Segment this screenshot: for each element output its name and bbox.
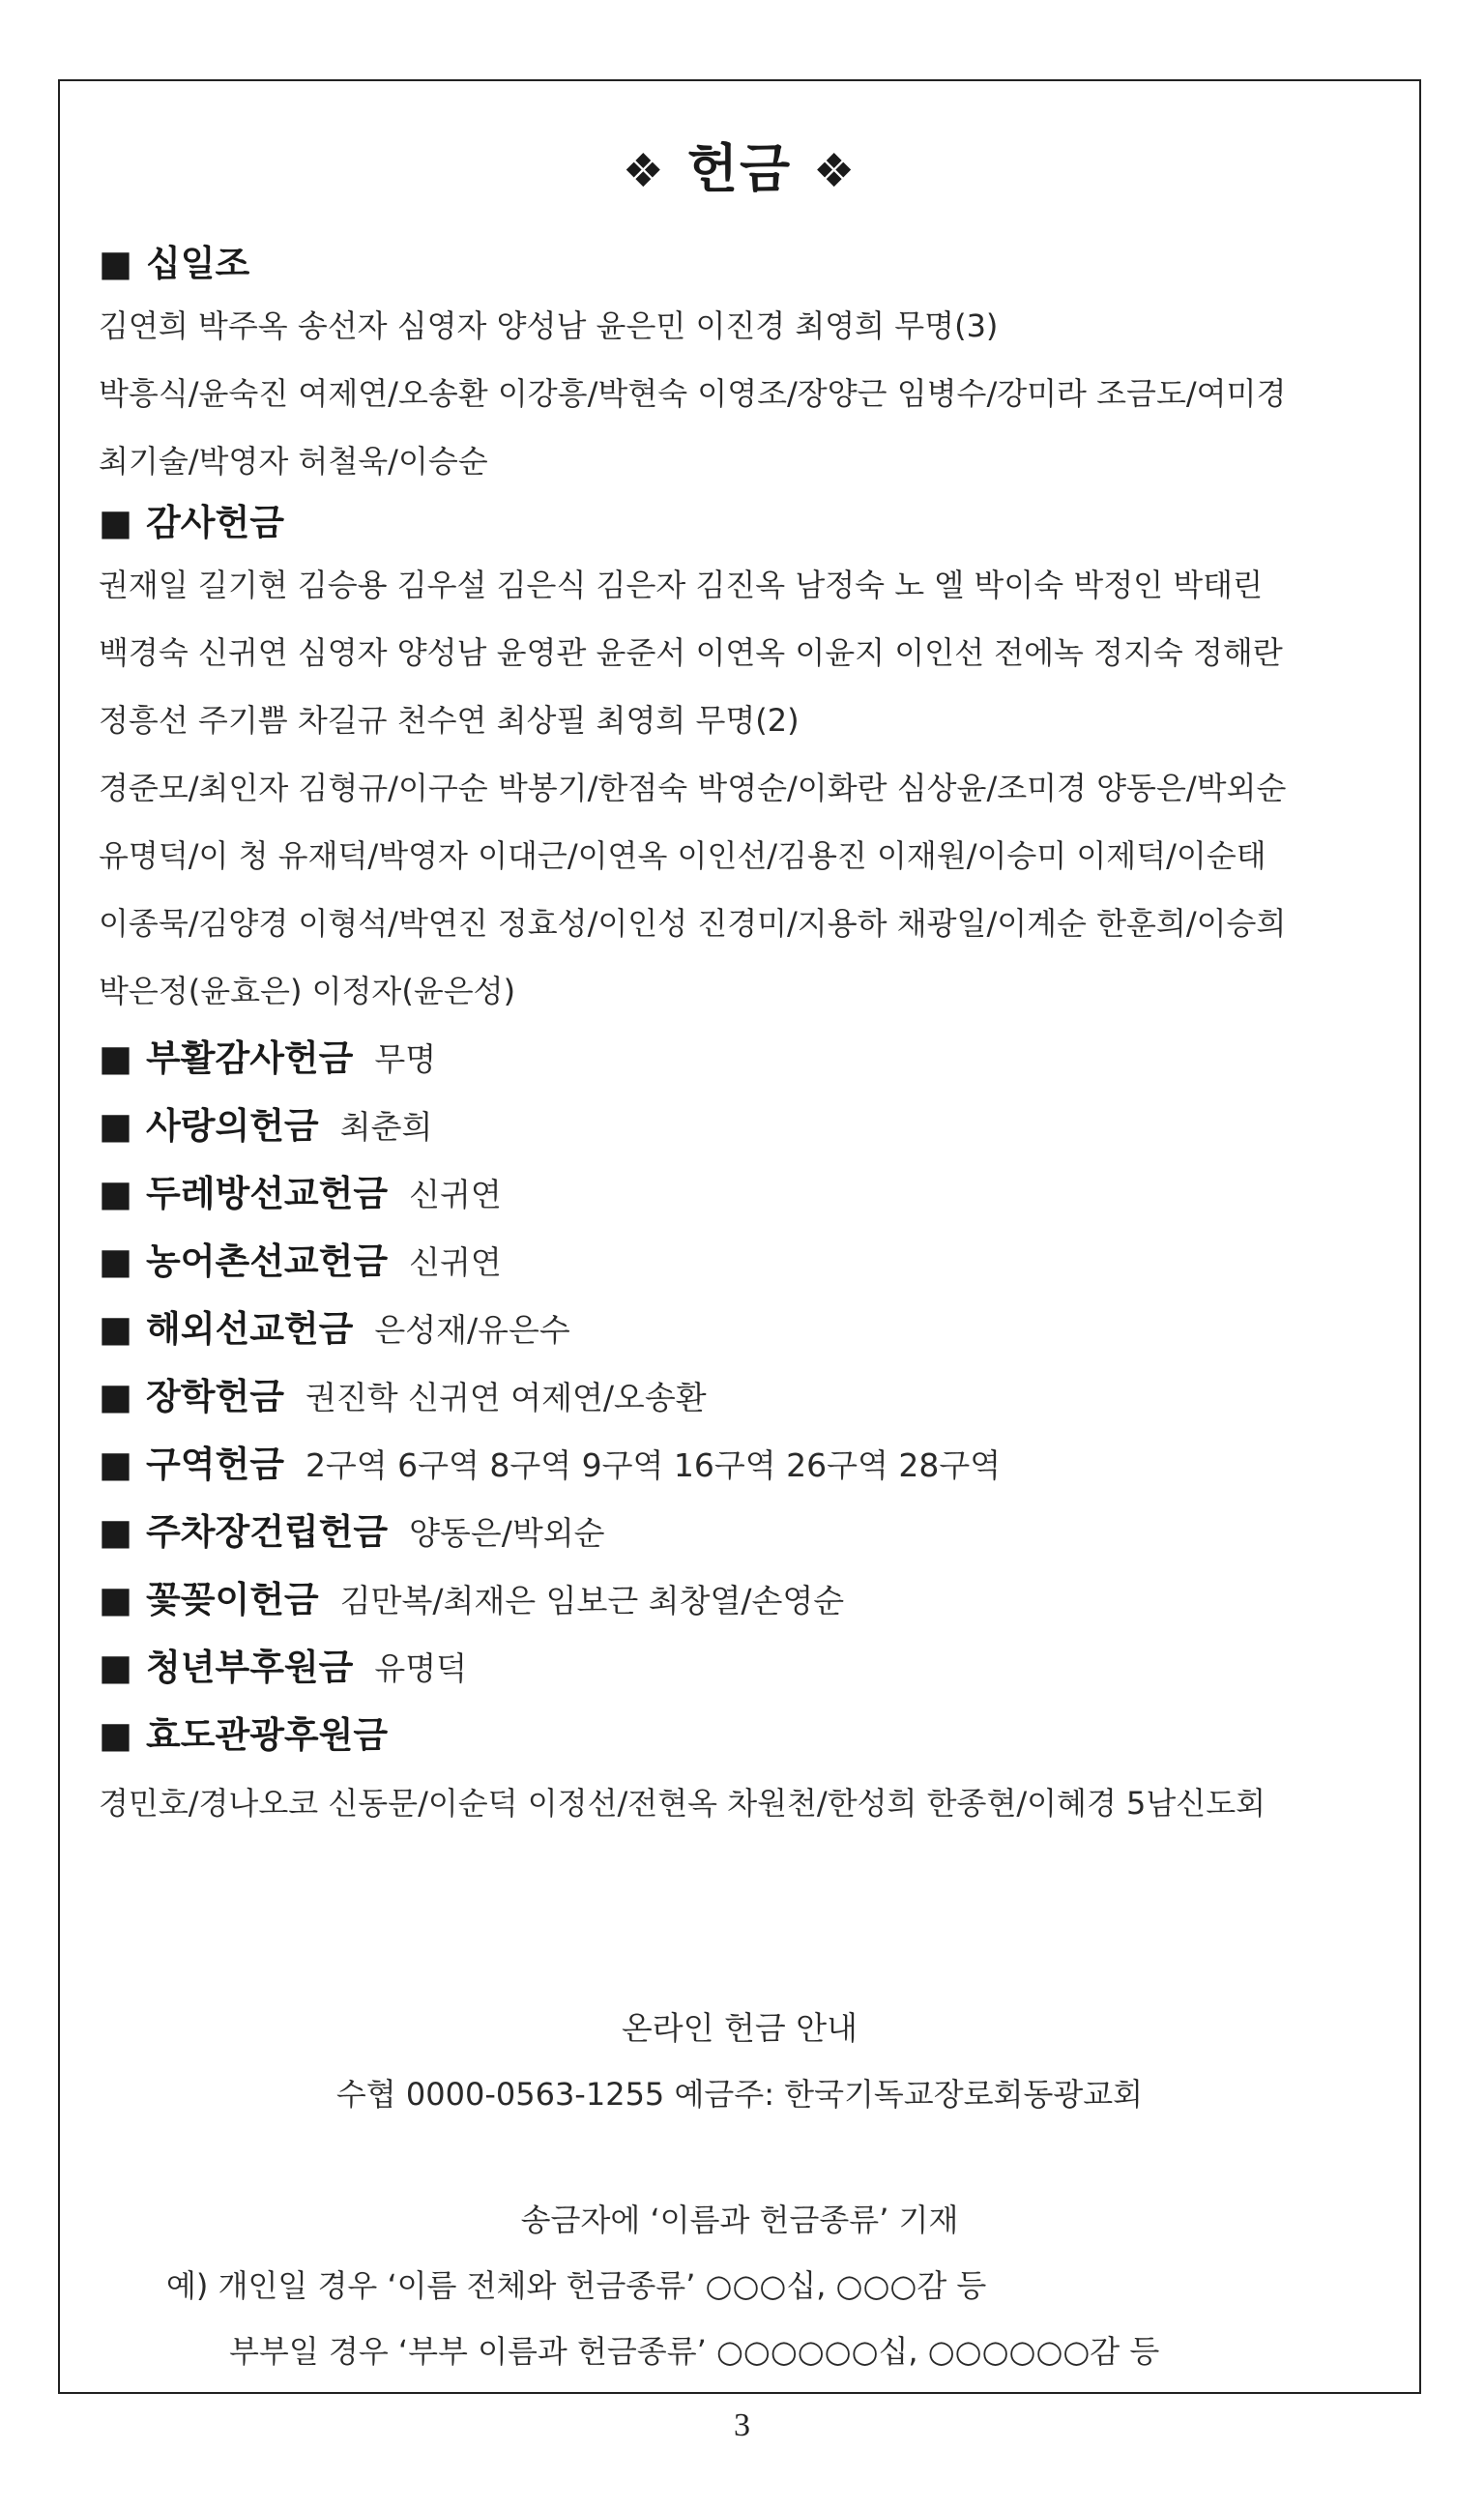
section-heading-youth: ■ 청년부후원금 유명덕	[99, 1647, 468, 1688]
section-heading-overseas: ■ 해외선교헌금 은성재/유은수	[99, 1308, 570, 1350]
donor-names: 유명덕	[374, 1649, 468, 1687]
donor-names: 김만복/최재은 임보근 최창열/손영순	[339, 1582, 845, 1619]
name-line: 이종묵/김양경 이형석/박연진 정효성/이인성 진경미/지용하 채광일/이계순 한훈희/이승희	[99, 905, 1287, 942]
title-text: 헌금	[686, 138, 793, 199]
donor-names: 은성재/유은수	[374, 1311, 570, 1349]
name-line: 박흥식/윤숙진 여제연/오송환 이강흥/박현숙 이영조/장양근 임병수/강미라 조금도/여미경	[99, 375, 1287, 412]
name-line: 경준모/최인자 김형규/이구순 박봉기/한점숙 박영순/이화란 심상윤/조미경 양동은/박외순	[99, 770, 1287, 806]
name-line: 정흥선 주기쁨 차길규 천수연 최상필 최영희 무명(2)	[99, 702, 800, 739]
section-heading-rural: ■ 농어촌선교헌금 신귀연	[99, 1240, 502, 1282]
diamond-ornament-icon: ❖	[622, 144, 666, 198]
square-bullet-icon: ■	[99, 1173, 132, 1214]
section-heading-love: ■ 사랑의헌금 최춘희	[99, 1105, 433, 1147]
square-bullet-icon: ■	[99, 243, 132, 284]
section-heading-thanks: ■ 감사헌금	[99, 502, 284, 543]
offering-panel	[58, 79, 1421, 2394]
square-bullet-icon: ■	[99, 1105, 132, 1147]
square-bullet-icon: ■	[99, 1240, 132, 1282]
section-heading-parking: ■ 주차장건립헌금 양동은/박외순	[99, 1511, 605, 1553]
section-heading-dure: ■ 두레방선교헌금 신귀연	[99, 1173, 502, 1214]
section-heading-easter: ■ 부활감사헌금 무명	[99, 1037, 437, 1079]
donor-names: 무명	[374, 1040, 437, 1078]
donor-names: 2구역 6구역 8구역 9구역 16구역 26구역 28구역	[305, 1446, 1002, 1484]
square-bullet-icon: ■	[99, 1647, 132, 1688]
name-line: 김연희 박주옥 송선자 심영자 양성남 윤은민 이진경 최영희 무명(3)	[99, 307, 999, 344]
donor-names: 신귀연	[409, 1243, 502, 1281]
square-bullet-icon: ■	[99, 1511, 132, 1553]
square-bullet-icon: ■	[99, 1037, 132, 1079]
example-individual: 예) 개인일 경우 ‘이름 전체와 헌금종류’ ○○○십, ○○○감 등	[166, 2267, 987, 2304]
page-title	[60, 128, 1419, 202]
online-title: 온라인 헌금 안내	[621, 2009, 858, 2047]
square-bullet-icon: ■	[99, 1376, 132, 1417]
transfer-instruction: 송금자에 ‘이름과 헌금종류’ 기재	[520, 2202, 959, 2238]
name-line: 최기술/박영자 허철욱/이승순	[99, 443, 488, 480]
square-bullet-icon: ■	[99, 1308, 132, 1350]
square-bullet-icon: ■	[99, 1714, 132, 1756]
donor-names: 권진학 신귀연 여제연/오송환	[305, 1379, 707, 1416]
square-bullet-icon: ■	[99, 1444, 132, 1485]
donor-names: 양동은/박외순	[409, 1514, 605, 1552]
name-line: 권재일 길기현 김승용 김우설 김은식 김은자 김진옥 남정숙 노 엘 박이숙 박정인 박태린	[99, 567, 1263, 603]
donor-names: 신귀연	[409, 1176, 502, 1213]
section-heading-hyodo: ■ 효도관광후원금	[99, 1714, 389, 1756]
online-offering-info	[60, 1996, 1419, 2384]
section-heading-scholarship: ■ 장학헌금 권진학 신귀연 여제연/오송환	[99, 1376, 707, 1417]
name-line: 유명덕/이 청 유재덕/박영자 이대근/이연옥 이인선/김용진 이재원/이승미 이제덕/이순태	[99, 837, 1266, 874]
section-heading-district: ■ 구역헌금 2구역 6구역 8구역 9구역 16구역 26구역 28구역	[99, 1444, 1002, 1485]
section-heading-flower: ■ 꽃꽂이헌금 김만복/최재은 임보근 최창열/손영순	[99, 1579, 845, 1620]
page-number: 3	[734, 2407, 750, 2443]
example-couple: 부부일 경우 ‘부부 이름과 헌금종류’ ○○○○○○십, ○○○○○○감 등	[229, 2333, 1160, 2370]
square-bullet-icon: ■	[99, 502, 132, 543]
bank-account: 수협 0000-0563-1255 예금주: 한국기독교장로회동광교회	[335, 2076, 1144, 2113]
name-line: 경민호/경나오코 신동문/이순덕 이정선/전현옥 차원천/한성희 한종현/이혜경 5남신도회	[99, 1785, 1266, 1822]
offering-list	[99, 236, 1389, 1837]
section-heading-tithe: ■ 십일조	[99, 243, 250, 284]
name-line: 백경숙 신귀연 심영자 양성남 윤영관 윤준서 이연옥 이윤지 이인선 전에녹 정지숙 정해란	[99, 634, 1283, 671]
diamond-ornament-icon: ❖	[813, 144, 858, 198]
donor-names: 최춘희	[339, 1108, 433, 1146]
square-bullet-icon: ■	[99, 1579, 132, 1620]
name-line: 박은정(윤효은) 이정자(윤은성)	[99, 973, 516, 1009]
